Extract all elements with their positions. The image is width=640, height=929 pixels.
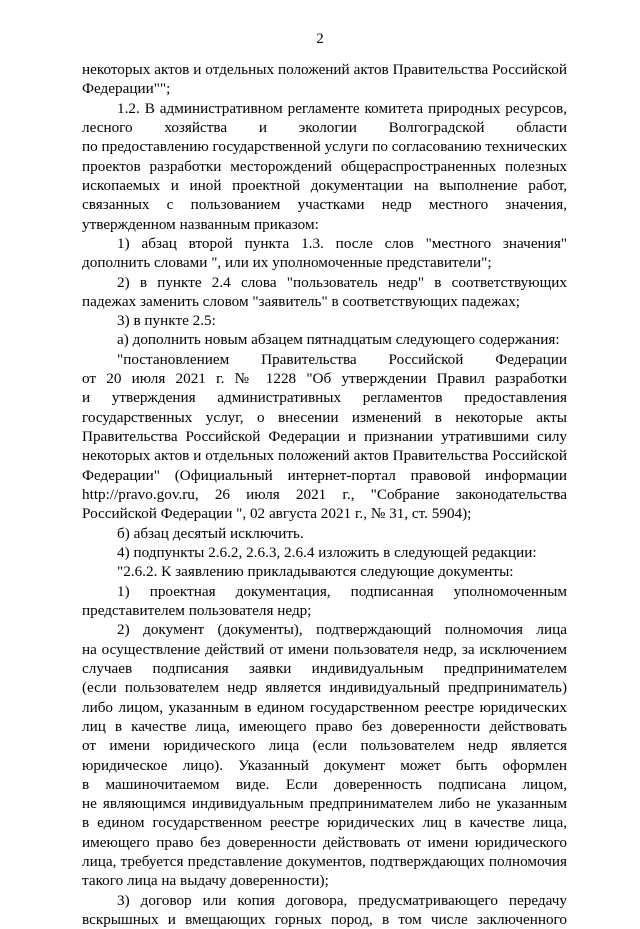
text-line: от 20 июля 2021 г. № 1228 "Об утверждении Правил разработки	[82, 370, 567, 388]
text-line: Федерации" (Официальный интернет-портал правовой информации	[82, 466, 567, 484]
text-line: проектов разработки месторождений общераспространенных полезных	[82, 157, 567, 175]
text-line: утвержденном названным приказом:	[82, 215, 319, 233]
text-line: 2) документ (документы), подтверждающий полномочия лица	[117, 621, 567, 639]
text-line: 3) в пункте 2.5:	[117, 312, 216, 330]
text-line: случаев подписания заявки индивидуальным предпринимателем	[82, 659, 567, 677]
text-line: юридическое лицо). Указанный документ может быть оформлен	[82, 756, 567, 774]
text-line: ископаемых и иной проектной документации на выполнение работ,	[82, 176, 567, 194]
text-line: некоторых актов и отдельных положений актов Правительства Российской	[82, 61, 567, 78]
text-line: б) абзац десятый исключить.	[117, 524, 304, 542]
text-line: в машиночитаемом виде. Если доверенность подписана лицом,	[82, 775, 567, 793]
text-line: 1.2. В административном регламенте комитета природных ресурсов,	[117, 99, 567, 117]
text-line: падежах заменить словом "заявитель" в соответствующих падежах;	[82, 292, 521, 310]
text-line: "2.6.2. К заявлению прикладываются следующие документы:	[117, 563, 514, 581]
text-line: государственных услуг, о внесении изменений в некоторые акты	[82, 408, 567, 426]
text-line: некоторых актов и отдельных положений актов Правительства Российской	[82, 447, 567, 465]
text-line: от имени юридического лица (если пользователем недр является	[82, 737, 567, 755]
text-line: Российской Федерации ", 02 августа 2021 г., № 31, ст. 5904);	[82, 505, 472, 523]
text-line: в едином государственном реестре юридических лиц в качестве лица,	[82, 814, 567, 832]
text-line: связанных с пользованием участками недр местного значения,	[82, 196, 567, 214]
page-number: 2	[316, 31, 324, 47]
text-line: а) дополнить новым абзацем пятнадцатым следующего содержания:	[117, 331, 560, 349]
text-line: 1) проектная документация, подписанная уполномоченным	[117, 582, 567, 600]
text-line: имеющего право без доверенности действовать от имени юридического	[82, 833, 567, 851]
text-line: представителем пользователя недр;	[82, 601, 312, 619]
text-line: 1) абзац второй пункта 1.3. после слов "местного значения"	[117, 234, 567, 252]
text-line: http://pravo.gov.ru, 26 июля 2021 г., "Собрание законодательства	[82, 486, 567, 504]
text-line: лиц в качестве лица, имеющего право без доверенности действовать	[82, 717, 567, 735]
text-line: 3) договор или копия договора, предусматривающего передачу	[117, 891, 567, 909]
text-line: лесного хозяйства и экологии Волгоградской области	[82, 118, 567, 136]
text-line: либо лицом, указанным в едином государственном реестре юридических	[82, 698, 567, 716]
text-line: лица, требуется представление документов, подтверждающих полномочия	[82, 853, 567, 871]
text-line: не являющимся индивидуальным предпринимателем либо не указанным	[82, 795, 567, 813]
text-line: вскрышных и вмещающих горных пород, в том числе заключенного	[82, 911, 567, 929]
text-line: (если пользователем недр является индивидуальный предприниматель)	[82, 679, 567, 697]
text-line: по предоставлению государственной услуги по согласованию технических	[82, 138, 567, 156]
text-line: 2) в пункте 2.4 слова "пользователь недр" в соответствующих	[117, 273, 567, 291]
text-line: 4) подпункты 2.6.2, 2.6.3, 2.6.4 изложить в следующей редакции:	[117, 544, 537, 561]
text-line: и утверждения административных регламентов предоставления	[82, 389, 567, 407]
text-line: дополнить словами ", или их уполномоченные представители";	[82, 254, 492, 272]
text-line: "постановлением Правительства Российской Федерации	[117, 350, 567, 368]
text-line: такого лица на выдачу доверенности);	[82, 872, 329, 890]
text-line: на осуществление действий от имени пользователя недр, за исключением	[82, 640, 567, 658]
text-line: Федерации"";	[82, 80, 171, 98]
text-line: Правительства Российской Федерации и признании утратившими силу	[82, 428, 567, 446]
